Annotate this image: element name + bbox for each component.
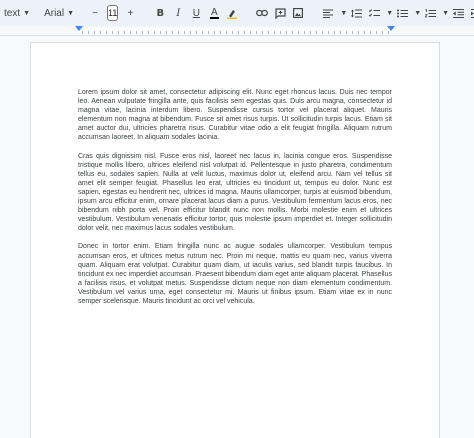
ruler-tick: [352, 31, 353, 34]
ruler-tick: [316, 31, 317, 34]
checklist-button[interactable]: [367, 4, 381, 22]
decrease-font-size-button[interactable]: −: [92, 7, 98, 19]
line-spacing-button[interactable]: [349, 4, 363, 22]
ruler-tick: [220, 31, 221, 34]
ruler-tick: [172, 31, 173, 34]
ruler-tick: [274, 31, 275, 34]
ruler-tick: [112, 31, 113, 34]
ruler-tick: [322, 31, 323, 34]
comment-icon: [275, 8, 286, 19]
ruler-tick: [202, 31, 203, 34]
checklist-dropdown-icon[interactable]: ▼: [386, 9, 394, 17]
ruler-tick: [382, 31, 383, 34]
ruler-tick: [388, 31, 389, 34]
paragraph: Cras quis dignissim nisl. Fusce eros nisl, laoreet nec lacus in, lacinia congue eros. Suspendisse tristique mollis libero, ultrices eleifend nisl volutpat id. Pellentesque in justo pharetra, condimentum tellus eu, sodales sapien. Nulla at velit luctus, maximus dolor ut, eleifend arcu. Nam vel tellus sit amet elit semper feugiat. Phasellus leo erat, ultricies eu tincidunt ut, tempus eu dolor. Nunc est sapien, egestas eu hendrerit nec, ultrices id magna. Mauris ullamcorper, turpis at euismod bibendum, ipsum arcu efficitur enim, ornare placerat lacus diam a purus. Vestibulum fermentum lacus eros, nec bibendum nibh porta vel. Proin efficitur blandit nunc non mollis. Morbi molestie enim et ultrices vestibulum. Vestibulum venenatis efficitur tortor, quis molestie ipsum imperdiet et. Integer sollicitudin dolor velit, nec maximus lacus sodales vestibulum.: [78, 152, 392, 233]
ruler-tick: [364, 31, 365, 34]
ruler-tick: [298, 31, 299, 34]
ruler-tick: [130, 31, 131, 34]
ruler-tick: [232, 31, 233, 34]
ruler-tick: [268, 31, 269, 34]
ruler-tick: [136, 31, 137, 34]
ruler-tick: [244, 31, 245, 34]
line-spacing-icon: [351, 9, 362, 18]
bulleted-list-button[interactable]: [395, 4, 409, 22]
ruler-tick: [304, 31, 305, 34]
ruler-tick: [208, 31, 209, 34]
highlight-color-button[interactable]: [225, 4, 239, 22]
increase-indent-button[interactable]: [469, 4, 474, 22]
font-select[interactable]: Arial: [44, 7, 65, 19]
image-icon: [293, 8, 303, 18]
align-left-icon: [323, 9, 333, 18]
ruler-tick: [82, 31, 83, 34]
ruler-tick: [214, 31, 215, 34]
ruler-tick: [226, 31, 227, 34]
ruler-tick: [238, 31, 239, 34]
insert-link-button[interactable]: [255, 4, 269, 22]
ruler-tick: [106, 31, 107, 34]
ruler-tick: [256, 31, 257, 34]
ruler-tick: [124, 31, 125, 34]
insert-image-button[interactable]: [291, 4, 305, 22]
ruler-tick: [154, 31, 155, 34]
ruler-tick: [88, 31, 89, 34]
align-dropdown-icon[interactable]: ▼: [340, 9, 348, 17]
numbered-list-button[interactable]: [423, 4, 437, 22]
style-dropdown-icon[interactable]: ▼: [23, 9, 31, 17]
checklist-icon: [369, 9, 380, 18]
numbered-list-dropdown-icon[interactable]: ▼: [442, 9, 450, 17]
ruler-tick: [292, 31, 293, 34]
paragraph: Donec in tortor enim. Etiam fringilla nunc ac augue sodales ullamcorper. Vestibulum tempus accumsan eros, et ultrices metus rutrum nec. Proin mi neque, mattis eu quam nec, varius viverra quam. Aliquam erat volutpat. Curabitur quam diam, ut iaculis varius, sed blandit turpis faucibus. In tincidunt ex nec imperdiet accumsan. Praesent bibendum diam eget ante aliquam placerat. Phasellus a facilisis risus, et volutpat metus. Suspendisse dictum neque non diam elementum condimentum. Vestibulum vel varius urna, eget consectetur mi. Mauris ut finibus ipsum. Etiam vitae ex in nunc semper scelerisque. Mauris tincidunt ac orci vel vehicula.: [78, 243, 392, 305]
italic-button[interactable]: I: [176, 7, 181, 19]
horizontal-ruler[interactable]: [0, 26, 474, 36]
ruler-tick: [280, 31, 281, 34]
ruler-tick: [370, 31, 371, 34]
ruler-tick: [310, 31, 311, 34]
paragraph: Lorem ipsum dolor sit amet, consectetur adipiscing elit. Nunc eget rhoncus lacus. Duis nec tempor leo. Aenean vulputate fringilla ante, quis facilisis sem egestas quis. Duis arcu magna, consectetur id magna vitae, lacinia interdum libero. Suspendisse cursus tortor vel placerat aliquet. Mauris elementum non magna at bibendum. Fusce sit amet risus turpis. Ut sollicitudin turpis lacus. Etiam sit amet auctor dui, ultricies pharetra risus. Curabitur vitae odio a elit feugiat fringilla. Aliquam rutrum accumsan laoreet. In aliquam sodales lacinia.: [78, 89, 392, 142]
ruler-tick: [196, 31, 197, 34]
ruler-tick: [250, 31, 251, 34]
ruler-tick: [142, 31, 143, 34]
ruler-tick: [166, 31, 167, 34]
ruler-tick: [340, 31, 341, 34]
underline-button[interactable]: U: [192, 7, 200, 19]
ruler-text-area: [79, 28, 391, 34]
ruler-tick: [160, 31, 161, 34]
font-dropdown-icon[interactable]: ▼: [67, 9, 75, 17]
formatting-toolbar: [0, 0, 474, 26]
ruler-tick: [334, 31, 335, 34]
numbered-list-icon: [425, 9, 436, 18]
add-comment-button[interactable]: [273, 4, 287, 22]
ruler-tick: [190, 31, 191, 34]
increase-font-size-button[interactable]: +: [127, 7, 134, 19]
decrease-indent-icon: [453, 9, 464, 18]
ruler-tick: [286, 31, 287, 34]
ruler-tick: [328, 31, 329, 34]
bulleted-list-dropdown-icon[interactable]: ▼: [414, 9, 422, 17]
bulleted-list-icon: [397, 9, 408, 18]
ruler-tick: [148, 31, 149, 34]
highlighter-icon: [227, 8, 237, 19]
text-color-button[interactable]: [207, 4, 221, 22]
ruler-tick: [346, 31, 347, 34]
style-select[interactable]: text: [4, 7, 21, 19]
font-size-input[interactable]: 11: [107, 5, 118, 21]
ruler-tick: [358, 31, 359, 34]
bold-button[interactable]: B: [156, 7, 165, 19]
ruler-tick: [94, 31, 95, 34]
ruler-tick: [262, 31, 263, 34]
text-color-icon: A: [211, 6, 218, 18]
decrease-indent-button[interactable]: [451, 4, 465, 22]
increase-indent-icon: [471, 9, 474, 18]
ruler-tick: [178, 31, 179, 34]
ruler-tick: [118, 31, 119, 34]
ruler-tick: [100, 31, 101, 34]
ruler-tick: [184, 31, 185, 34]
link-icon: [256, 9, 268, 17]
ruler-tick: [376, 31, 377, 34]
document-body[interactable]: [78, 88, 392, 315]
align-button[interactable]: [321, 4, 335, 22]
